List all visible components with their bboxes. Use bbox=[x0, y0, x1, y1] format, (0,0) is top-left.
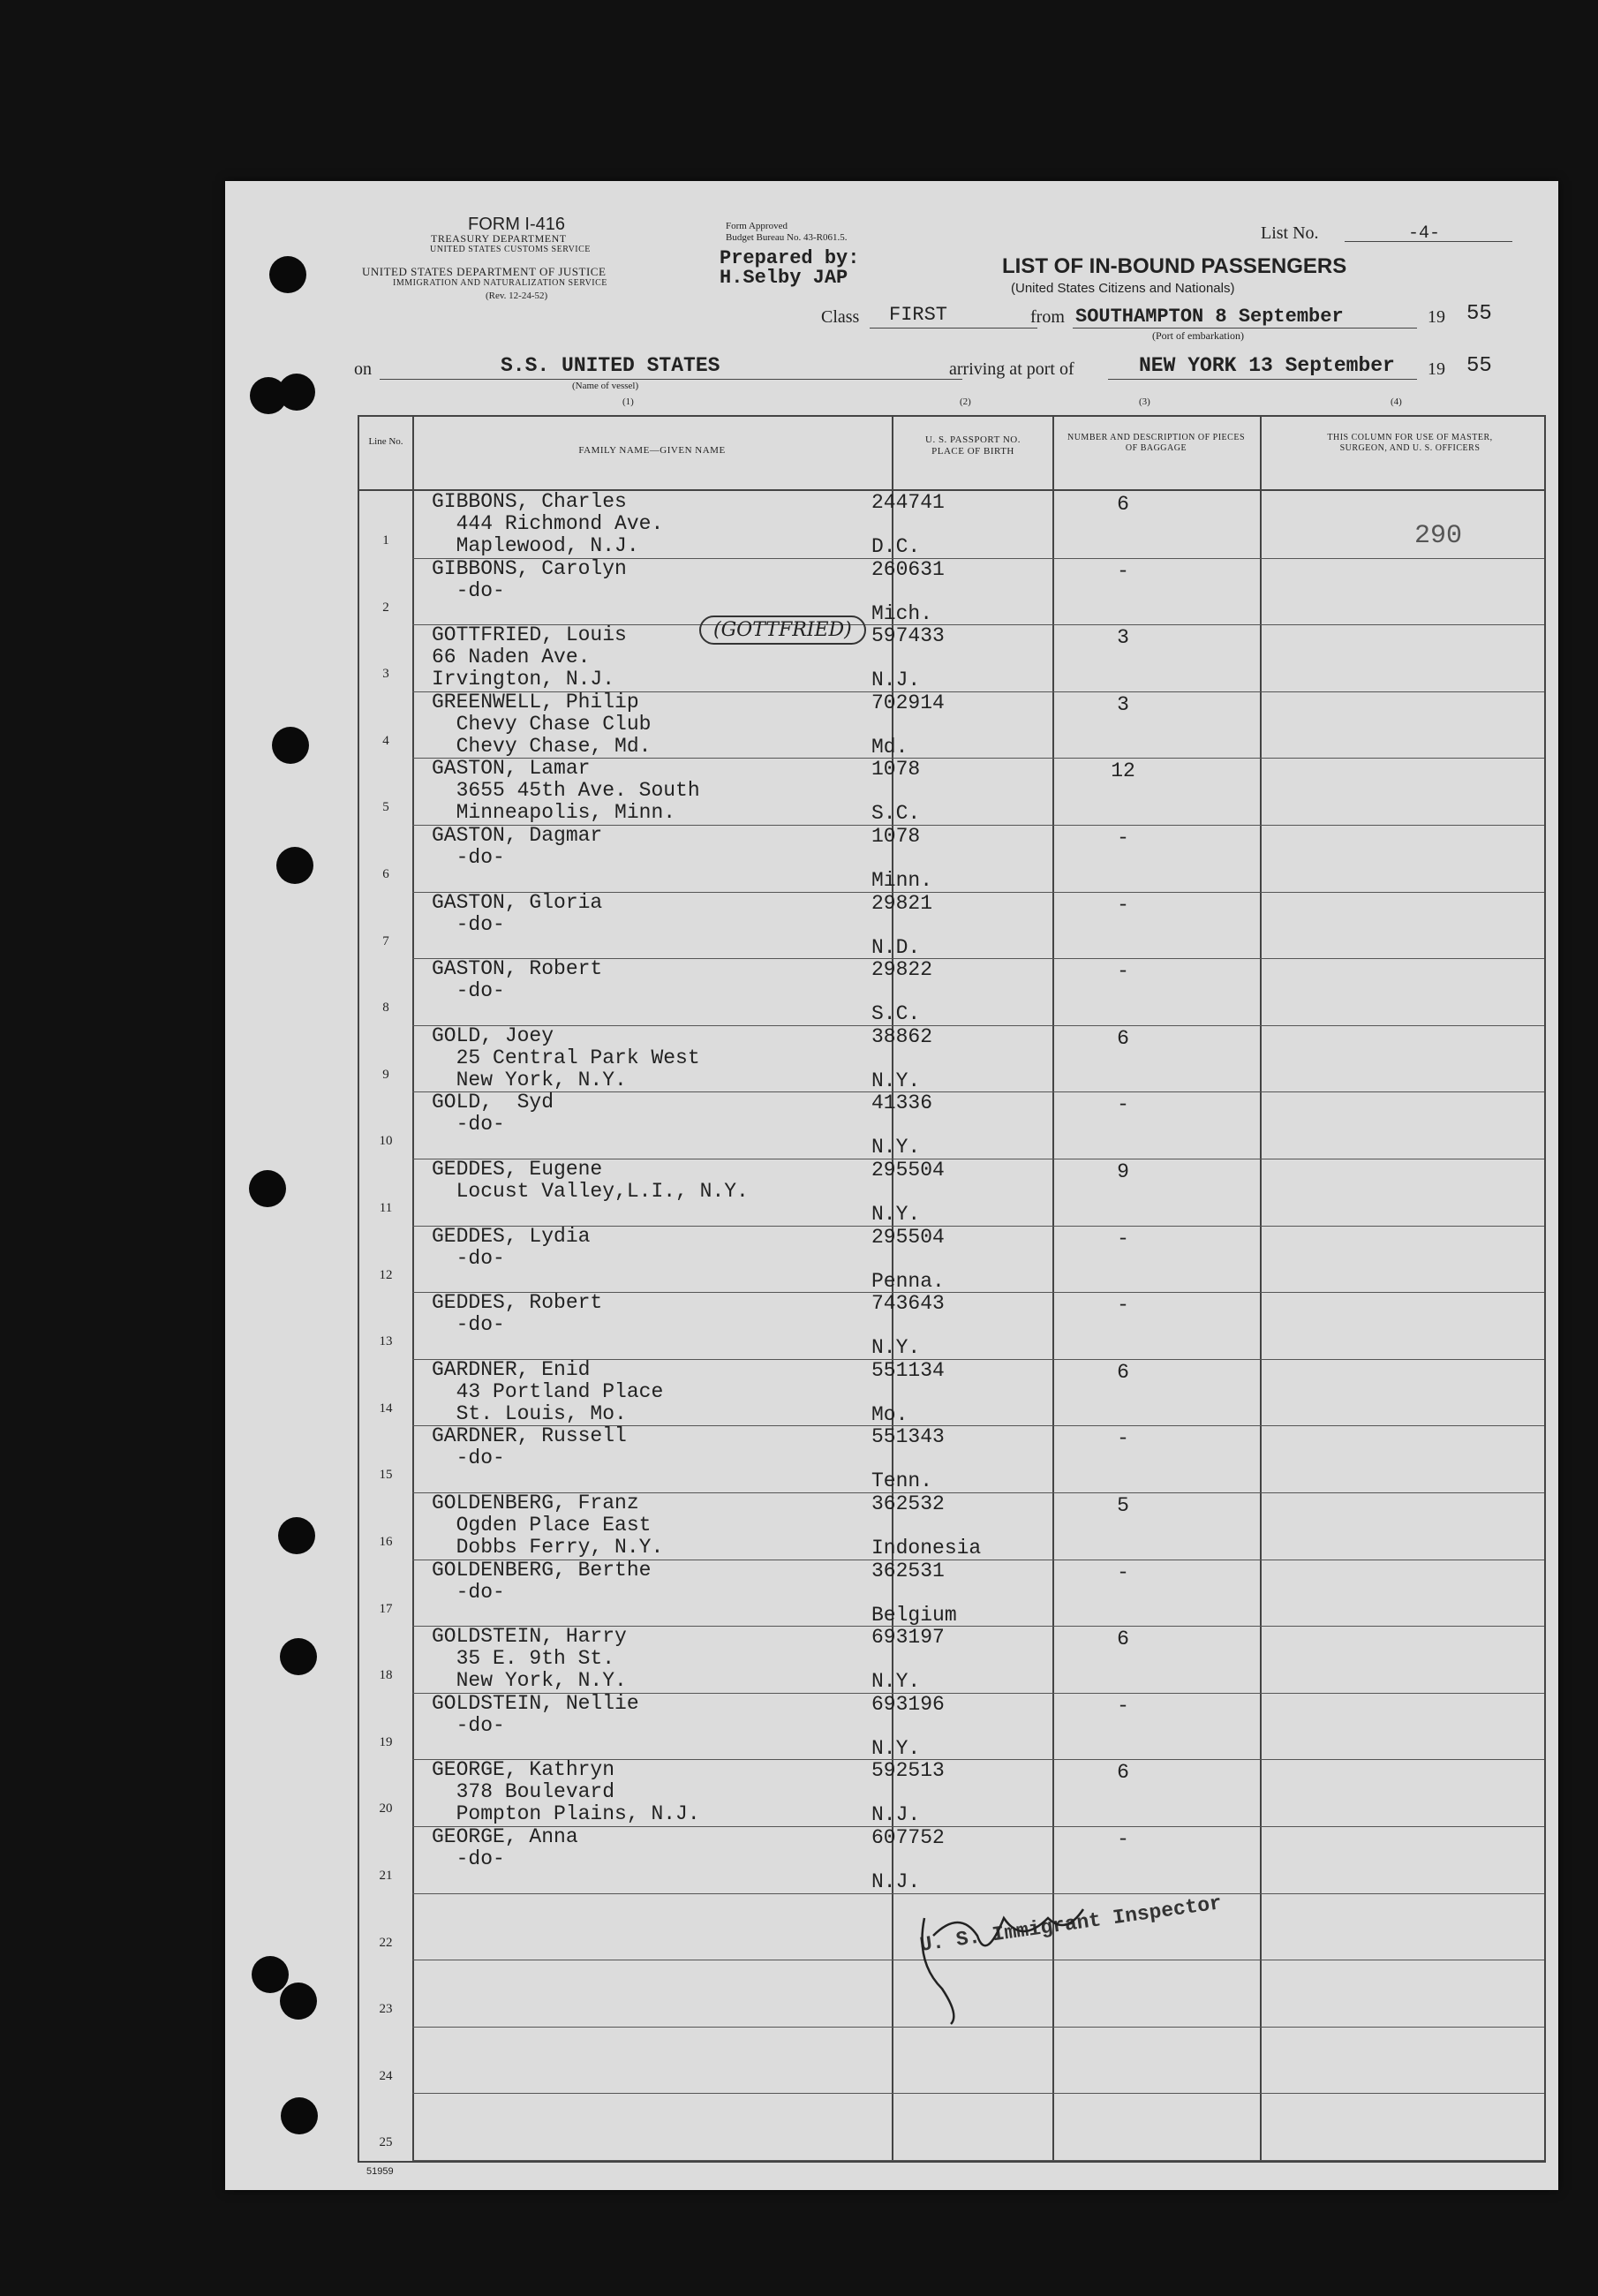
passenger-name bbox=[432, 1626, 627, 1692]
form-approved: Form Approved bbox=[726, 221, 788, 231]
passport-number: 551134 bbox=[871, 1358, 945, 1382]
passenger-name bbox=[432, 1292, 602, 1336]
baggage-count: - bbox=[1117, 1694, 1129, 1718]
name-line: GOLDENBERG, Berthe bbox=[432, 1558, 652, 1582]
from-port: SOUTHAMPTON 8 September bbox=[1075, 306, 1344, 328]
name-line: GOLD, Syd bbox=[432, 1091, 554, 1114]
name-line: -do- bbox=[432, 1446, 505, 1470]
table-row bbox=[359, 2093, 1544, 2160]
name-line: GIBBONS, Carolyn bbox=[432, 556, 627, 580]
line-number: 15 bbox=[379, 1468, 393, 1483]
name-line: -do- bbox=[432, 1847, 505, 1870]
line-number: 9 bbox=[382, 1067, 389, 1082]
arrival-port: NEW YORK 13 September bbox=[1139, 354, 1395, 377]
name-line: -do- bbox=[432, 846, 505, 869]
name-line: 3655 45th Ave. South bbox=[432, 779, 700, 803]
passenger-name bbox=[432, 1759, 700, 1825]
list-no-label: List No. bbox=[1261, 223, 1319, 243]
line-number: 22 bbox=[379, 1935, 393, 1950]
name-line: -do- bbox=[432, 578, 505, 602]
passenger-name bbox=[432, 558, 627, 602]
header-passport: U. S. PASSPORT NO. PLACE OF BIRTH bbox=[925, 434, 1021, 457]
baggage-count: 6 bbox=[1117, 1360, 1129, 1384]
line-number: 7 bbox=[382, 933, 389, 948]
arrival-year-prefix: 19 bbox=[1428, 359, 1445, 379]
prepared-by: H.Selby JAP bbox=[720, 267, 848, 289]
year-prefix: 19 bbox=[1428, 307, 1445, 327]
name-line: GOLDENBERG, Franz bbox=[432, 1492, 639, 1514]
line-number: 12 bbox=[379, 1267, 393, 1282]
name-line: St. Louis, Mo. bbox=[432, 1401, 627, 1425]
passenger-name bbox=[432, 1226, 590, 1270]
form-revision: (Rev. 12-24-52) bbox=[486, 291, 548, 301]
table-row bbox=[359, 1226, 1544, 1293]
passport-number: 260631 bbox=[871, 557, 945, 581]
name-line: GEDDES, Eugene bbox=[432, 1158, 603, 1181]
table-row bbox=[359, 1693, 1544, 1760]
name-line: -do- bbox=[432, 1113, 505, 1137]
table-row bbox=[359, 1759, 1544, 1826]
line-number: 13 bbox=[379, 1334, 393, 1349]
year-value: 55 bbox=[1466, 302, 1492, 326]
place-of-birth: N.Y. bbox=[871, 1136, 921, 1159]
ins-service: IMMIGRATION AND NATURALIZATION SERVICE bbox=[393, 278, 607, 288]
passport-number: 295504 bbox=[871, 1159, 945, 1182]
baggage-count: - bbox=[1117, 1427, 1129, 1451]
line-number: 4 bbox=[382, 733, 389, 748]
row-divider bbox=[412, 2160, 1544, 2161]
place-of-birth: N.D. bbox=[871, 935, 921, 959]
passenger-name bbox=[432, 1560, 651, 1604]
line-number: 8 bbox=[382, 1001, 389, 1016]
name-line: 378 Boulevard bbox=[432, 1780, 615, 1804]
passenger-name bbox=[432, 691, 651, 758]
passenger-name bbox=[432, 1826, 578, 1870]
table-row bbox=[359, 1159, 1544, 1226]
passenger-name bbox=[432, 1693, 639, 1737]
binder-hole bbox=[249, 1170, 286, 1207]
line-number: 10 bbox=[379, 1134, 393, 1149]
baggage-count: 9 bbox=[1117, 1160, 1129, 1183]
line-number: 17 bbox=[379, 1601, 393, 1616]
line-number: 23 bbox=[379, 2002, 393, 2017]
passenger-name bbox=[432, 825, 602, 869]
baggage-count: 6 bbox=[1117, 1761, 1129, 1785]
place-of-birth: Md. bbox=[871, 735, 908, 759]
passenger-name bbox=[432, 491, 663, 557]
table-row bbox=[359, 491, 1544, 558]
passport-number: 362532 bbox=[871, 1492, 945, 1515]
name-line: Pompton Plains, N.J. bbox=[432, 1802, 700, 1826]
passport-number: 551343 bbox=[871, 1425, 945, 1449]
name-line: Ogden Place East bbox=[432, 1514, 652, 1537]
passport-number: 1078 bbox=[871, 758, 921, 782]
arriving-label: arriving at port of bbox=[949, 359, 1074, 379]
table-row bbox=[359, 558, 1544, 625]
passport-number: 597433 bbox=[871, 624, 945, 648]
form-number: FORM I-416 bbox=[468, 215, 566, 234]
line-number: 1 bbox=[382, 533, 389, 548]
footer-code: 51959 bbox=[366, 2166, 394, 2177]
vessel-name: S.S. UNITED STATES bbox=[501, 354, 720, 377]
header-officers: THIS COLUMN FOR USE OF MASTER, SURGEON, AND U. S. OFFICERS bbox=[1327, 433, 1493, 453]
baggage-count: 6 bbox=[1117, 1628, 1129, 1651]
line-number: 18 bbox=[379, 1668, 393, 1683]
binder-hole bbox=[281, 2097, 318, 2134]
table-row bbox=[359, 1292, 1544, 1359]
place-of-birth: Mo. bbox=[871, 1402, 908, 1426]
name-line: GARDNER, Enid bbox=[432, 1357, 591, 1381]
binder-hole bbox=[269, 256, 306, 293]
baggage-count: 5 bbox=[1117, 1494, 1129, 1517]
name-line: 43 Portland Place bbox=[432, 1379, 664, 1403]
table-row bbox=[359, 1560, 1544, 1627]
baggage-count: - bbox=[1117, 1227, 1129, 1250]
place-of-birth: N.J. bbox=[871, 1870, 921, 1893]
name-line: GREENWELL, Philip bbox=[432, 690, 639, 714]
baggage-count: - bbox=[1117, 893, 1129, 917]
place-of-birth: Minn. bbox=[871, 869, 933, 892]
line-number: 11 bbox=[379, 1201, 393, 1215]
name-line: Chevy Chase Club bbox=[432, 712, 652, 736]
gottfried-note: (GOTTFRIED) bbox=[699, 616, 866, 645]
name-line: GEORGE, Kathryn bbox=[432, 1758, 615, 1782]
passport-number: 592513 bbox=[871, 1759, 945, 1783]
binder-hole bbox=[278, 1517, 315, 1554]
passport-number: 1078 bbox=[871, 825, 921, 848]
place-of-birth: N.J. bbox=[871, 668, 921, 692]
name-line: GIBBONS, Charles bbox=[432, 490, 627, 513]
name-line: New York, N.Y. bbox=[432, 1669, 627, 1693]
place-of-birth: N.Y. bbox=[871, 1736, 921, 1760]
name-line: GOTTFRIED, Louis bbox=[432, 623, 627, 647]
name-line: GARDNER, Russell bbox=[432, 1424, 627, 1448]
place-of-birth: D.C. bbox=[871, 535, 921, 558]
binder-hole bbox=[272, 727, 309, 764]
place-of-birth: Penna. bbox=[871, 1269, 945, 1293]
treasury-dept: TREASURY DEPARTMENT bbox=[431, 232, 567, 245]
table-row bbox=[359, 624, 1544, 691]
table-row bbox=[359, 1091, 1544, 1159]
binder-hole bbox=[280, 1983, 317, 2020]
place-of-birth: Indonesia bbox=[871, 1537, 982, 1560]
baggage-count: - bbox=[1117, 827, 1129, 850]
passport-number: 29821 bbox=[871, 891, 933, 915]
header-name: FAMILY NAME—GIVEN NAME bbox=[578, 445, 726, 456]
passenger-name bbox=[432, 1159, 749, 1203]
binder-hole bbox=[276, 847, 313, 884]
table-row bbox=[359, 1425, 1544, 1492]
table-row bbox=[359, 1492, 1544, 1560]
name-line: Irvington, N.J. bbox=[432, 668, 615, 691]
table-row bbox=[359, 958, 1544, 1025]
baggage-count: 3 bbox=[1117, 692, 1129, 716]
line-number: 14 bbox=[379, 1401, 393, 1416]
line-number: 3 bbox=[382, 667, 389, 682]
line-number: 16 bbox=[379, 1535, 393, 1549]
name-line: -do- bbox=[432, 1713, 505, 1737]
binder-hole bbox=[278, 374, 315, 411]
place-of-birth: N.Y. bbox=[871, 1670, 921, 1694]
baggage-count: - bbox=[1117, 1093, 1129, 1117]
table-row bbox=[359, 2027, 1544, 2094]
baggage-count: 6 bbox=[1117, 493, 1129, 516]
manifest-sheet bbox=[225, 181, 1558, 2190]
passport-number: 29822 bbox=[871, 958, 933, 982]
customs-service: UNITED STATES CUSTOMS SERVICE bbox=[430, 245, 591, 254]
class-label: Class bbox=[821, 307, 860, 327]
col-number-3: (3) bbox=[1139, 397, 1150, 407]
name-line: -do- bbox=[432, 1313, 505, 1337]
list-number: -4- bbox=[1408, 223, 1441, 244]
passport-number: 702914 bbox=[871, 691, 945, 714]
passenger-name bbox=[432, 758, 700, 824]
table-row bbox=[359, 1359, 1544, 1426]
col-number-2: (2) bbox=[960, 397, 971, 407]
baggage-count: - bbox=[1117, 1560, 1129, 1584]
col-number-1: (1) bbox=[622, 397, 634, 407]
place-of-birth: S.C. bbox=[871, 802, 921, 826]
baggage-count: - bbox=[1117, 1828, 1129, 1851]
passenger-name bbox=[432, 1091, 554, 1136]
passport-number: 693197 bbox=[871, 1626, 945, 1650]
on-label: on bbox=[354, 359, 372, 379]
name-line: 25 Central Park West bbox=[432, 1046, 700, 1069]
passport-number: 607752 bbox=[871, 1826, 945, 1849]
inspector-signature bbox=[907, 1883, 1101, 2033]
name-line: -do- bbox=[432, 979, 505, 1003]
name-line: -do- bbox=[432, 1580, 505, 1604]
name-line: Maplewood, N.J. bbox=[432, 534, 639, 557]
passenger-name bbox=[432, 958, 602, 1002]
line-number: 19 bbox=[379, 1734, 393, 1749]
inspector-stamp: U. S. Immigrant Inspector bbox=[918, 1892, 1224, 1957]
name-line: Locust Valley,L.I., N.Y. bbox=[432, 1180, 749, 1203]
binder-hole bbox=[252, 1956, 289, 1993]
class-value: FIRST bbox=[889, 304, 948, 326]
col-number-4: (4) bbox=[1391, 397, 1402, 407]
line-number: 21 bbox=[379, 1869, 393, 1883]
table-row bbox=[359, 691, 1544, 759]
justice-dept: UNITED STATES DEPARTMENT OF JUSTICE bbox=[362, 265, 607, 278]
header-baggage: NUMBER AND DESCRIPTION OF PIECES OF BAGGAGE bbox=[1067, 433, 1246, 453]
passenger-name bbox=[432, 1492, 663, 1559]
name-line: GOLDSTEIN, Harry bbox=[432, 1625, 627, 1649]
name-line: -do- bbox=[432, 912, 505, 936]
place-of-birth: N.J. bbox=[871, 1803, 921, 1827]
side-number: 290 bbox=[1414, 521, 1463, 551]
passport-number: 743643 bbox=[871, 1292, 945, 1316]
vessel-caption: (Name of vessel) bbox=[572, 381, 639, 391]
table-row bbox=[359, 1025, 1544, 1092]
place-of-birth: Mich. bbox=[871, 601, 933, 625]
line-number: 20 bbox=[379, 1801, 393, 1816]
baggage-count: - bbox=[1117, 1294, 1129, 1318]
name-line: GEDDES, Robert bbox=[432, 1291, 603, 1315]
name-line: 66 Naden Ave. bbox=[432, 646, 591, 669]
document-title: LIST OF IN-BOUND PASSENGERS bbox=[1002, 254, 1347, 278]
port-embark-caption: (Port of embarkation) bbox=[1152, 329, 1244, 342]
binder-hole bbox=[280, 1638, 317, 1675]
name-line: GASTON, Lamar bbox=[432, 757, 591, 781]
passport-number: 362531 bbox=[871, 1559, 945, 1582]
header-line-no: Line No. bbox=[368, 436, 403, 447]
table-row bbox=[359, 825, 1544, 892]
budget-bureau: Budget Bureau No. 43-R061.5. bbox=[726, 232, 848, 243]
table-row bbox=[359, 1626, 1544, 1693]
place-of-birth: Belgium bbox=[871, 1603, 957, 1627]
arrival-year: 55 bbox=[1466, 354, 1492, 378]
name-line: GOLDSTEIN, Nellie bbox=[432, 1691, 639, 1715]
passenger-name bbox=[432, 1025, 700, 1091]
passport-number: 295504 bbox=[871, 1225, 945, 1249]
name-line: 444 Richmond Ave. bbox=[432, 512, 664, 535]
passport-number: 38862 bbox=[871, 1024, 933, 1048]
place-of-birth: N.Y. bbox=[871, 1336, 921, 1360]
baggage-count: 12 bbox=[1111, 759, 1135, 783]
name-line: Chevy Chase, Md. bbox=[432, 734, 652, 758]
line-number: 25 bbox=[379, 2135, 393, 2150]
name-line: GOLD, Joey bbox=[432, 1023, 554, 1047]
name-line: -do- bbox=[432, 1246, 505, 1270]
name-line: New York, N.Y. bbox=[432, 1068, 627, 1091]
name-line: 35 E. 9th St. bbox=[432, 1647, 615, 1671]
baggage-count: - bbox=[1117, 559, 1129, 583]
from-label: from bbox=[1030, 307, 1065, 327]
name-line: GASTON, Gloria bbox=[432, 890, 603, 914]
table-row bbox=[359, 758, 1544, 825]
passenger-name bbox=[432, 1359, 663, 1425]
line-number: 2 bbox=[382, 600, 389, 615]
passenger-name bbox=[432, 892, 602, 936]
place-of-birth: N.Y. bbox=[871, 1069, 921, 1092]
line-number: 24 bbox=[379, 2068, 393, 2083]
name-line: Minneapolis, Minn. bbox=[432, 801, 676, 825]
baggage-count: 6 bbox=[1117, 1026, 1129, 1050]
name-line: GEORGE, Anna bbox=[432, 1825, 578, 1848]
passport-number: 41336 bbox=[871, 1091, 933, 1115]
passport-number: 244741 bbox=[871, 491, 945, 514]
place-of-birth: N.Y. bbox=[871, 1203, 921, 1226]
name-line: Dobbs Ferry, N.Y. bbox=[432, 1536, 664, 1559]
line-number: 6 bbox=[382, 867, 389, 881]
name-line: GEDDES, Lydia bbox=[432, 1224, 591, 1248]
passport-number: 693196 bbox=[871, 1692, 945, 1716]
place-of-birth: S.C. bbox=[871, 1002, 921, 1026]
passenger-name bbox=[432, 1425, 627, 1469]
baggage-count: 3 bbox=[1117, 626, 1129, 650]
place-of-birth: Tenn. bbox=[871, 1469, 933, 1493]
line-number: 5 bbox=[382, 800, 389, 815]
table-row bbox=[359, 892, 1544, 959]
passenger-table bbox=[358, 415, 1546, 2163]
baggage-count: - bbox=[1117, 960, 1129, 984]
document-subtitle: (United States Citizens and Nationals) bbox=[1011, 281, 1235, 296]
name-line: GASTON, Robert bbox=[432, 957, 603, 981]
prepared-label: Prepared by: bbox=[720, 247, 860, 269]
name-line: GASTON, Dagmar bbox=[432, 824, 603, 847]
passenger-name bbox=[432, 624, 627, 691]
